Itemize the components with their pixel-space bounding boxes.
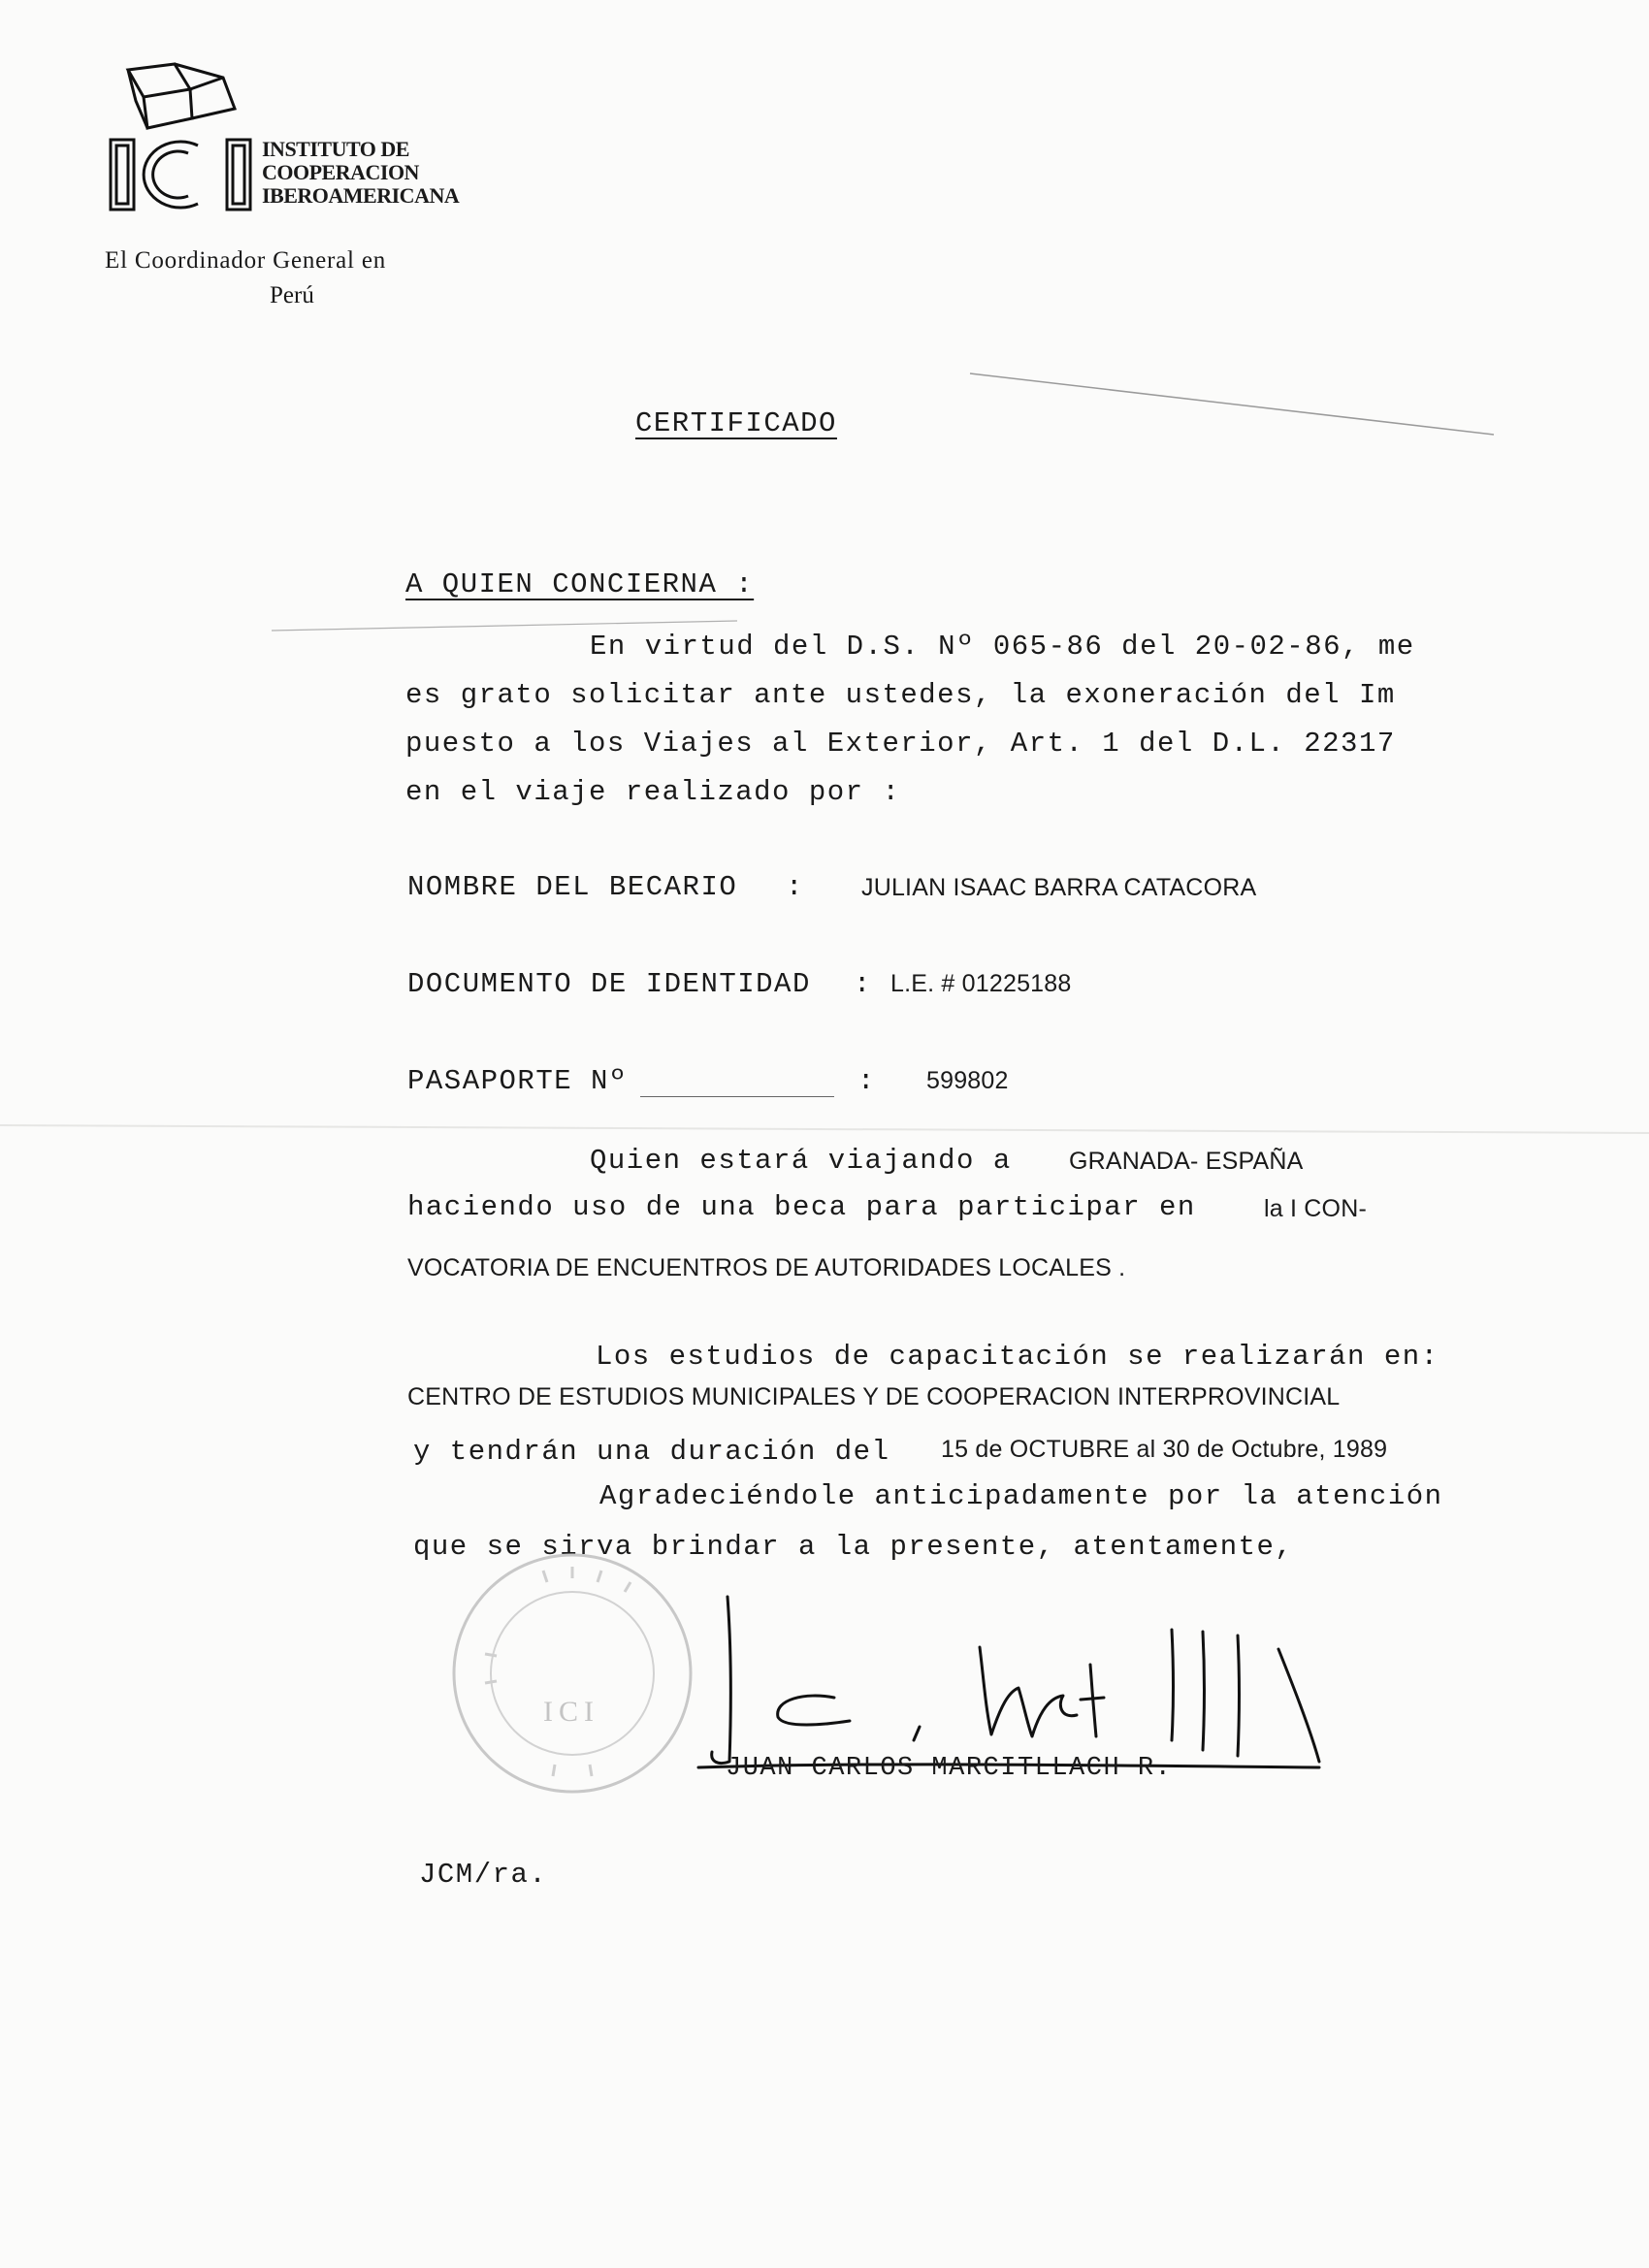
field-separator: : (786, 871, 804, 903)
travel-text: Quien estará viajando a (590, 1145, 1012, 1177)
closing-line: que se sirva brindar a la presente, atentamente, (413, 1531, 1294, 1563)
intro-line: en el viaje realizado por : (405, 776, 901, 808)
field-label: NOMBRE DEL BECARIO (407, 871, 738, 903)
seal-text: ICI (543, 1696, 599, 1728)
coordinator-title: El Coordinador General en (105, 247, 387, 274)
coordinator-place: Perú (270, 282, 314, 308)
reference-initials: JCM/ra. (419, 1859, 548, 1891)
blank-line (640, 1096, 834, 1097)
travel-text: haciendo uso de una beca para participar en (407, 1191, 1196, 1223)
org-name-line: IBEROAMERICANA (262, 183, 460, 208)
intro-line: En virtud del D.S. Nº 065-86 del 20-02-86, me (590, 631, 1415, 663)
field-label: DOCUMENTO DE IDENTIDAD (407, 968, 811, 1000)
field-value: 599802 (926, 1067, 1009, 1094)
ici-logo-icon (107, 60, 262, 215)
salutation: A QUIEN CONCIERNA : (405, 568, 755, 600)
document-title: CERTIFICADO (635, 407, 837, 439)
study-dates: 15 de OCTUBRE al 30 de Octubre, 1989 (941, 1436, 1388, 1463)
official-seal-icon (446, 1547, 698, 1799)
intro-line: es grato solicitar ante ustedes, la exoneración del Im (405, 679, 1396, 711)
program-name: VOCATORIA DE ENCUENTROS DE AUTORIDADES LOCALES . (407, 1254, 1126, 1281)
field-value: JULIAN ISAAC BARRA CATACORA (861, 874, 1257, 901)
field-separator: : (854, 968, 872, 1000)
field-separator: : (857, 1065, 876, 1097)
studies-text: y tendrán una duración del (413, 1436, 890, 1468)
program-name: la I CON- (1264, 1195, 1367, 1222)
study-center: CENTRO DE ESTUDIOS MUNICIPALES Y DE COOPERACION INTERPROVINCIAL (407, 1383, 1341, 1410)
destination: GRANADA- ESPAÑA (1069, 1148, 1304, 1175)
closing-line: Agradeciéndole anticipadamente por la atención (599, 1480, 1443, 1512)
org-name-line: COOPERACION (262, 160, 419, 184)
signatory-name: JUAN CARLOS MARCITLLACH R. (726, 1754, 1173, 1783)
field-value: L.E. # 01225188 (890, 970, 1072, 997)
intro-line: puesto a los Viajes al Exterior, Art. 1 del D.L. 22317 (405, 728, 1396, 760)
organization-name (262, 138, 459, 208)
field-label: PASAPORTE Nº (407, 1065, 628, 1097)
org-name-line: INSTITUTO DE (262, 137, 409, 161)
studies-text: Los estudios de capacitación se realizarán en: (596, 1341, 1439, 1373)
